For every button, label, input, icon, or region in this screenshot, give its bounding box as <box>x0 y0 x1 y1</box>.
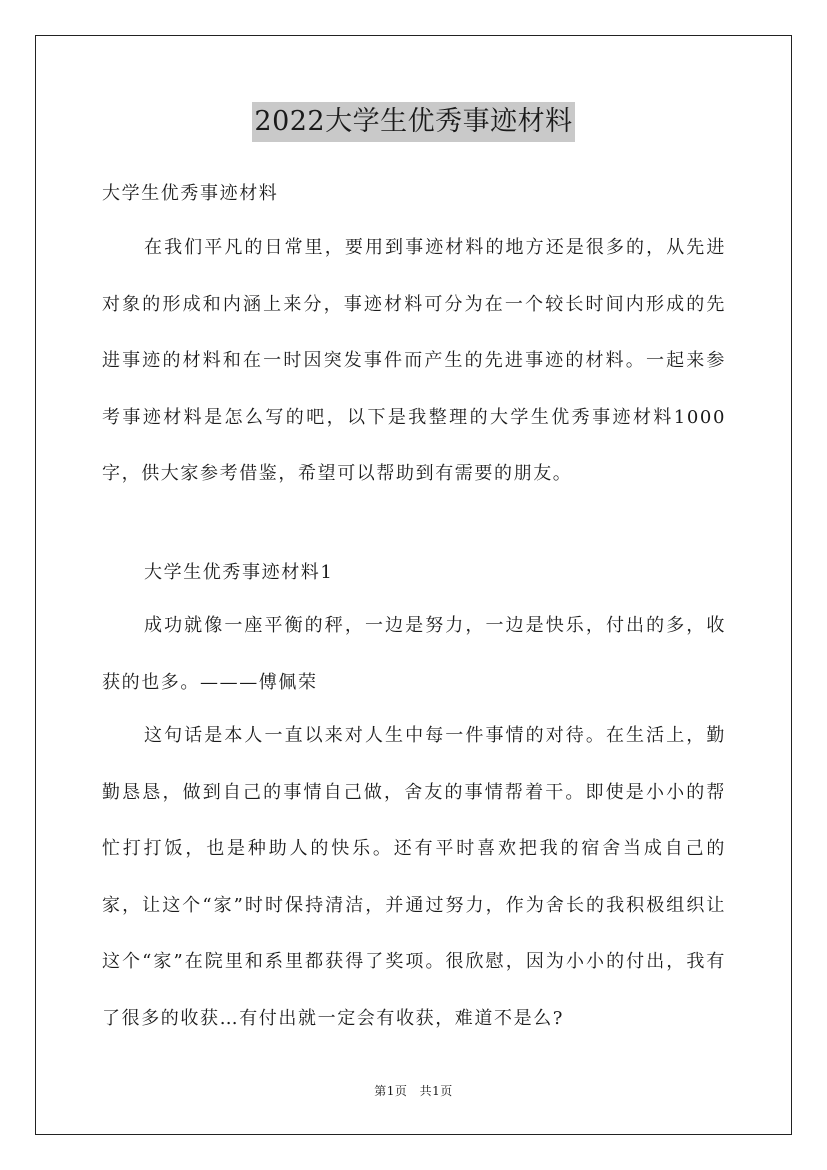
total-pages: 共1页 <box>419 1084 453 1098</box>
document-subtitle: 大学生优秀事迹材料 <box>102 183 279 204</box>
intro-paragraph: 在我们平凡的日常里，要用到事迹材料的地方还是很多的，从先进对象的形成和内涵上来分，事迹材料可分为在一个较长时间内形成的先进事迹的材料和在一时因突发事件而产生的先进事迹的材料。一起来参考事迹材料是怎么写的吧，以下是我整理的大学生优秀事迹材料1000字，供大家参考借鉴，希望可以帮助到有需要的朋友。 <box>102 237 726 484</box>
quote-paragraph: 成功就像一座平衡的秤，一边是努力，一边是快乐，付出的多，收获的也多。———傅佩荣 <box>102 615 726 693</box>
section-heading: 大学生优秀事迹材料1 <box>144 562 334 583</box>
body-paragraph: 这句话是本人一直以来对人生中每一件事情的对待。在生活上，勤勤恳恳，做到自己的事情自己做，舍友的事情帮着干。即使是小小的帮忙打打饭，也是种助人的快乐。还有平时喜欢把我的宿舍当成自己的家，让这个“家”时时保持清洁，并通过努力，作为舍长的我积极组织让这个“家”在院里和系里都获得了奖项。很欣慰，因为小小的付出，我有了很多的收获…有付出就一定会有收获，难道不是么? <box>102 725 726 1029</box>
page-footer <box>0 1082 827 1099</box>
title-container <box>0 102 827 142</box>
document-title: 2022大学生优秀事迹材料 <box>252 102 574 142</box>
page-number: 第1页 <box>374 1084 408 1098</box>
